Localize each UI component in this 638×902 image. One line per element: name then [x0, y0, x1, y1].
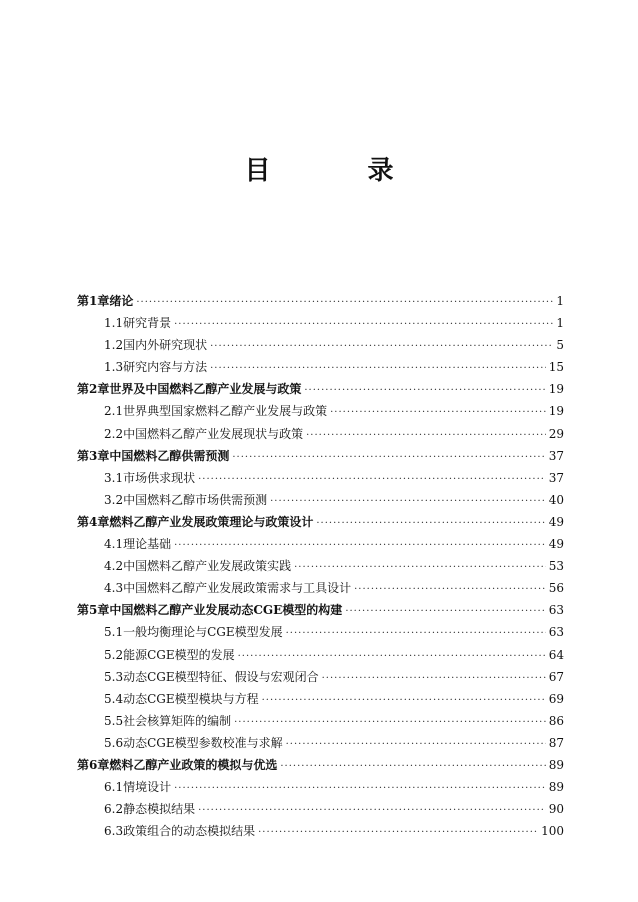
toc-entry-number: 5.6 [104, 735, 124, 750]
toc-leader-dots [286, 623, 546, 645]
toc-leader-dots [270, 491, 546, 513]
toc-entry-number: 3.1 [104, 470, 124, 485]
toc-entry-number: 4.2 [104, 559, 124, 574]
toc-leader-dots [304, 380, 545, 402]
toc-chapter-entry[interactable] [77, 290, 564, 312]
toc-section-entry[interactable] [77, 489, 564, 511]
toc-entry-page: 90 [548, 802, 564, 817]
toc-entry-number: 2.1 [104, 404, 124, 419]
toc-entry-page: 56 [548, 581, 564, 596]
toc-entry-title: 燃料乙醇产业政策的模拟与优选 [109, 757, 278, 772]
toc-entry-title: 绪论 [109, 294, 134, 308]
toc-entry-number: 5.5 [104, 713, 124, 728]
toc-entry-number: 4.3 [104, 581, 124, 596]
toc-leader-dots [210, 336, 553, 358]
toc-entry-page: 1 [556, 316, 564, 331]
toc-entry-page: 67 [548, 669, 564, 684]
toc-section-entry[interactable] [77, 732, 564, 754]
toc-leader-dots [238, 646, 546, 668]
toc-entry-title: 中国燃料乙醇供需预测 [109, 448, 230, 463]
toc-chapter-entry[interactable] [77, 378, 564, 400]
toc-leader-dots [345, 601, 545, 623]
toc-leader-dots [198, 469, 546, 491]
toc-entry-title: 世界典型国家燃料乙醇产业发展与政策 [123, 404, 328, 419]
toc-leader-dots [234, 712, 546, 734]
toc-leader-dots [316, 513, 545, 535]
toc-section-entry[interactable] [77, 577, 564, 599]
toc-section-entry[interactable] [77, 666, 564, 688]
toc-entry-title: 社会核算矩阵的编制 [123, 713, 232, 728]
toc-entry-number: 5.4 [104, 691, 124, 706]
toc-entry-number: 5.2 [104, 647, 124, 662]
toc-entry-number: 第2章 [77, 382, 110, 397]
toc-chapter-entry[interactable] [77, 445, 564, 467]
table-of-contents [77, 290, 564, 842]
toc-entry-title: 国内外研究现状 [123, 338, 208, 353]
toc-entry-title: 中国燃料乙醇产业发展动态CGE模型的构建 [109, 603, 343, 618]
toc-entry-title: 中国燃料乙醇产业发展政策实践 [123, 559, 292, 574]
toc-entry-page: 87 [548, 735, 564, 750]
toc-leader-dots [232, 447, 545, 469]
toc-leader-dots [174, 778, 546, 800]
toc-chapter-entry[interactable] [77, 511, 564, 533]
toc-section-entry[interactable] [77, 621, 564, 643]
toc-entry-page: 29 [548, 426, 564, 441]
toc-section-entry[interactable] [77, 798, 564, 820]
toc-leader-dots [330, 402, 546, 424]
toc-entry-page: 63 [548, 625, 564, 640]
toc-section-entry[interactable] [77, 400, 564, 422]
toc-leader-dots [262, 690, 546, 712]
toc-entry-page: 49 [548, 537, 564, 552]
toc-leader-dots [286, 734, 546, 756]
toc-leader-dots [210, 358, 546, 380]
page-title: 目 录 [244, 156, 438, 186]
toc-leader-dots [322, 668, 546, 690]
toc-section-entry[interactable] [77, 710, 564, 732]
toc-leader-dots [198, 800, 546, 822]
toc-entry-number: 3.2 [104, 492, 124, 507]
toc-section-entry[interactable] [77, 555, 564, 577]
toc-entry-page: 40 [548, 492, 564, 507]
toc-entry-number: 1.2 [104, 338, 124, 353]
toc-entry-title: 静态模拟结果 [123, 802, 196, 817]
toc-leader-dots [174, 314, 553, 336]
toc-entry-title: 中国燃料乙醇产业发展政策需求与工具设计 [123, 581, 352, 596]
toc-entry-page: 100 [541, 824, 564, 839]
toc-section-entry[interactable] [77, 644, 564, 666]
toc-entry-page: 89 [548, 757, 564, 772]
toc-entry-page: 19 [548, 382, 564, 397]
toc-leader-dots [306, 425, 546, 447]
toc-entry-page: 69 [548, 691, 564, 706]
toc-entry-number: 6.2 [104, 802, 124, 817]
toc-entry-number: 第6章 [77, 757, 110, 772]
toc-entry-title: 理论基础 [123, 537, 172, 552]
toc-entry-title: 燃料乙醇产业发展政策理论与政策设计 [109, 514, 314, 529]
toc-entry-number: 第3章 [77, 448, 110, 463]
toc-entry-number: 1.1 [104, 316, 124, 331]
toc-entry-number: 6.1 [104, 780, 124, 795]
toc-section-entry[interactable] [77, 467, 564, 489]
toc-entry-number: 6.3 [104, 824, 124, 839]
toc-entry-page: 64 [548, 647, 564, 662]
toc-entry-title: 动态CGE模型模块与方程 [123, 691, 259, 706]
toc-entry-page: 86 [548, 713, 564, 728]
toc-leader-dots [280, 756, 545, 778]
toc-entry-page: 5 [556, 338, 564, 353]
toc-entry-title: 世界及中国燃料乙醇产业发展与政策 [109, 382, 302, 397]
toc-entry-number: 第4章 [77, 514, 110, 529]
toc-entry-page: 37 [548, 470, 564, 485]
toc-section-entry[interactable] [77, 533, 564, 555]
toc-entry-number: 第5章 [77, 603, 110, 618]
toc-section-entry[interactable] [77, 820, 564, 842]
toc-entry-title: 一般均衡理论与CGE模型发展 [123, 625, 283, 640]
toc-entry-title: 中国燃料乙醇产业发展现状与政策 [123, 426, 304, 441]
toc-entry-title: 中国燃料乙醇市场供需预测 [123, 492, 268, 507]
toc-section-entry[interactable] [77, 423, 564, 445]
toc-entry-title: 动态CGE模型参数校准与求解 [123, 735, 283, 750]
toc-section-entry[interactable] [77, 312, 564, 334]
toc-chapter-entry[interactable] [77, 754, 564, 776]
toc-entry-title: 市场供求现状 [123, 470, 196, 485]
toc-entry-number: 5.3 [104, 669, 124, 684]
toc-section-entry[interactable] [77, 334, 564, 356]
toc-entry-page: 15 [548, 360, 564, 375]
toc-entry-page: 53 [548, 559, 564, 574]
toc-entry-title: 情境设计 [123, 780, 172, 795]
toc-entry-page: 19 [548, 404, 564, 419]
toc-entry-title: 研究背景 [123, 316, 172, 331]
toc-leader-dots [136, 292, 553, 314]
toc-entry-title: 动态CGE模型特征、假设与宏观闭合 [123, 669, 319, 684]
toc-entry-page: 63 [548, 603, 564, 618]
toc-entry-title: 能源CGE模型的发展 [123, 647, 235, 662]
toc-section-entry[interactable] [77, 688, 564, 710]
toc-entry-page: 49 [548, 514, 564, 529]
toc-entry-number: 5.1 [104, 625, 124, 640]
toc-entry-page: 1 [556, 294, 564, 308]
toc-leader-dots [354, 579, 546, 601]
toc-leader-dots [258, 822, 538, 844]
toc-section-entry[interactable] [77, 776, 564, 798]
toc-entry-title: 研究内容与方法 [123, 360, 208, 375]
toc-entry-number: 2.2 [104, 426, 124, 441]
toc-chapter-entry[interactable] [77, 599, 564, 621]
toc-entry-number: 第1章 [77, 294, 110, 308]
toc-entry-title: 政策组合的动态模拟结果 [123, 824, 256, 839]
toc-entry-page: 89 [548, 780, 564, 795]
toc-leader-dots [294, 557, 546, 579]
toc-entry-page: 37 [548, 448, 564, 463]
toc-entry-number: 4.1 [104, 537, 124, 552]
toc-entry-number: 1.3 [104, 360, 124, 375]
toc-leader-dots [174, 535, 546, 557]
toc-section-entry[interactable] [77, 356, 564, 378]
